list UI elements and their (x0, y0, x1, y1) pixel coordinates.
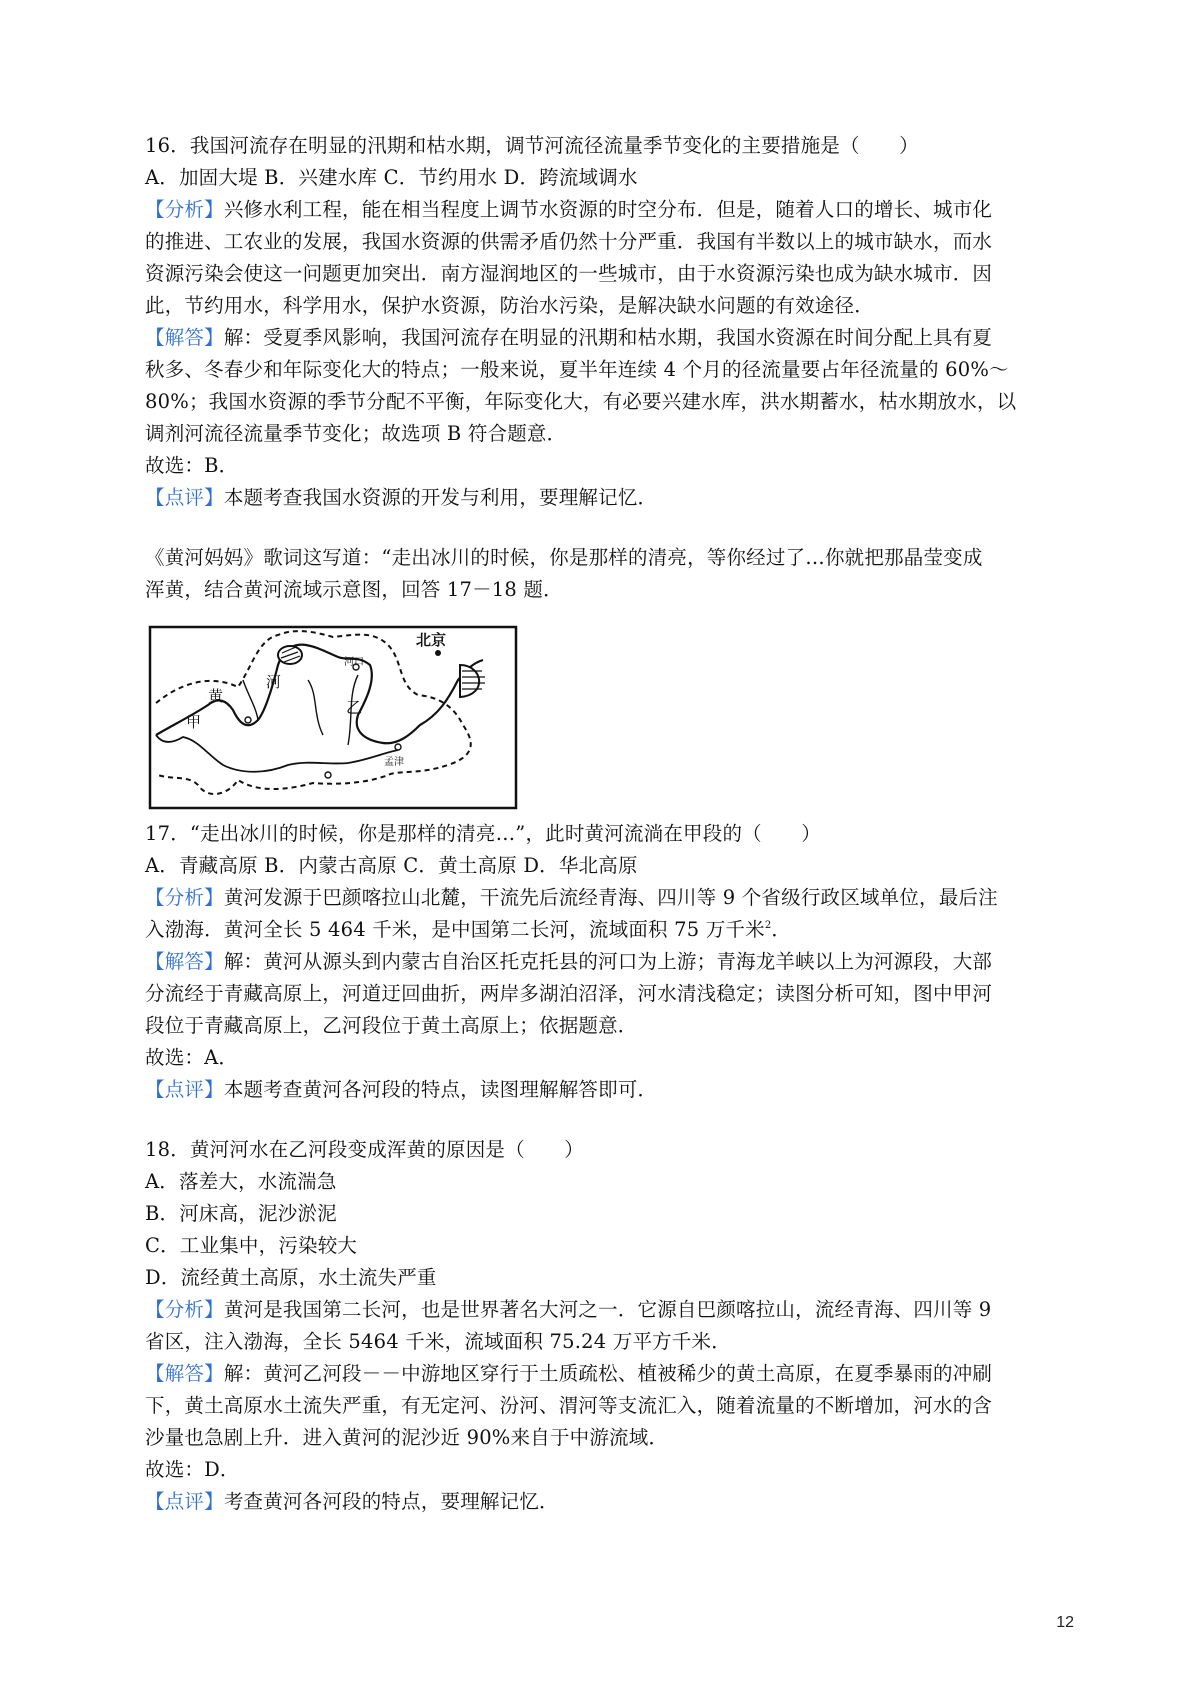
q18-option-a: A．落差大，水流湍急 (145, 1170, 337, 1193)
q16-stem: 16．我国河流存在明显的汛期和枯水期，调节河流径流量季节变化的主要措施是（ ） (145, 134, 919, 157)
q16-analysis-line-3: 资源污染会使这一问题更加突出．南方湿润地区的一些城市，由于水资源污染也成为缺水城市．因 (145, 262, 993, 285)
city-dot-2 (325, 772, 331, 778)
comment-tag: 【点评】 (145, 1078, 224, 1101)
map-svg (148, 625, 518, 810)
q18-option-c: C．工业集中，污染较大 (145, 1234, 358, 1257)
q17-analysis-line-1: 【分析】黄河发源于巴颜喀拉山北麓，干流先后流经青海、四川等 9 个省级行政区域单位，最后注 (145, 886, 998, 909)
analysis-tag: 【分析】 (145, 1298, 224, 1321)
q17-answer-line-1: 【解答】解：黄河从源头到内蒙古自治区托克托县的河口为上游；青海龙羊峡以上为河源段，大部 (145, 950, 993, 973)
analysis-tag: 【分析】 (145, 886, 224, 909)
comment-tag: 【点评】 (145, 1490, 224, 1513)
label-jia: 甲 (186, 713, 202, 731)
q18-option-d: D．流经黄土高原，水土流失严重 (145, 1266, 437, 1289)
q17-options: A．青藏高原 B．内蒙古高原 C．黄土高原 D．华北高原 (145, 854, 638, 877)
yellow-river-basin-map (148, 625, 518, 810)
q17-stem: 17．“走出冰川的时候，你是那样的清亮…”，此时黄河流淌在甲段的（ ） (145, 822, 821, 845)
label-town: 孟津 (384, 757, 404, 768)
q18-stem: 18．黄河河水在乙河段变成浑黄的原因是（ ） (145, 1138, 584, 1161)
q17-answer-line-3: 段位于青藏高原上，乙河段位于黄土高原上；依据题意． (145, 1014, 638, 1037)
q16-answer-line-4: 调剂河流径流量季节变化；故选项 B 符合题意． (145, 422, 567, 445)
label-huang: 黄 (208, 687, 224, 705)
answer-tag: 【解答】 (145, 326, 224, 349)
q16-options: A．加固大堤 B．兴建水库 C．节约用水 D．跨流域调水 (145, 166, 638, 189)
q16-choice: 故选：B． (145, 454, 239, 477)
q16-answer-line-2: 秋多、冬春少和年际变化大的特点；一般来说，夏半年连续 4 个月的径流量要占年径流量的 60%～ (145, 358, 1009, 381)
q17-analysis-line-2: 入渤海．黄河全长 5 464 千米，是中国第二长河，流域面积 75 万千米$^2$． (145, 918, 792, 941)
label-he: 河 (266, 673, 282, 691)
superscript-2: 2 (764, 920, 772, 931)
q18-choice: 故选：D． (145, 1458, 240, 1481)
comment-tag: 【点评】 (145, 486, 224, 509)
q18-answer-line-1: 【解答】解：黄河乙河段－－中游地区穿行于土质疏松、植被稀少的黄土高原，在夏季暴雨的冲刷 (145, 1362, 993, 1385)
answer-tag: 【解答】 (145, 1362, 224, 1385)
q17-comment: 【点评】本题考查黄河各河段的特点，读图理解解答即可． (145, 1078, 658, 1101)
q18-option-b: B．河床高，泥沙淤泥 (145, 1202, 337, 1225)
q16-comment: 【点评】本题考查我国水资源的开发与利用，要理解记忆． (145, 486, 658, 509)
q16-analysis-line-2: 的推进、工农业的发展，我国水资源的供需矛盾仍然十分严重．我国有半数以上的城市缺水，而水 (145, 230, 993, 253)
q18-comment: 【点评】考查黄河各河段的特点，要理解记忆． (145, 1490, 559, 1513)
label-yi: 乙 (346, 698, 363, 717)
intro-line-2: 浑黄，结合黄河流域示意图，回答 17－18 题． (145, 578, 563, 601)
beijing-dot (435, 650, 441, 656)
town-dot (395, 744, 401, 750)
intro-line-1: 《黄河妈妈》歌词这写道：“走出冰川的时候，你是那样的清亮，等你经过了…你就把那晶莹变成 (145, 546, 983, 569)
q18-answer-line-2: 下，黄土高原水土流失严重，有无定河、汾河、渭河等支流汇入，随着流量的不断增加，河水的含 (145, 1394, 993, 1417)
q16-answer-line-3: 80%；我国水资源的季节分配不平衡，年际变化大，有必要兴建水库，洪水期蓄水，枯水期放水，以 (145, 390, 1017, 413)
label-beijing: 北京 (416, 631, 447, 649)
answer-tag: 【解答】 (145, 950, 224, 973)
q16-analysis-line-1: 【分析】兴修水利工程，能在相当程度上调节水资源的时空分布．但是，随着人口的增长、城市化 (145, 198, 993, 221)
q16-analysis-line-4: 此，节约用水，科学用水，保护水资源，防治水污染，是解决缺水问题的有效途径． (145, 294, 874, 317)
q18-answer-line-3: 沙量也急剧上升．进入黄河的泥沙近 90%来自于中游流域． (145, 1426, 669, 1449)
city-dot-1 (245, 717, 251, 723)
page-number: 12 (1056, 1614, 1074, 1631)
analysis-tag: 【分析】 (145, 198, 224, 221)
q17-answer-line-2: 分流经于青藏高原上，河道迂回曲折，两岸多湖泊沼泽，河水清浅稳定；读图分析可知，图中甲河 (145, 982, 993, 1005)
q16-answer-line-1: 【解答】解：受夏季风影响，我国河流存在明显的汛期和枯水期，我国水资源在时间分配上具有夏 (145, 326, 993, 349)
q18-analysis-line-2: 省区，注入渤海，全长 5464 千米，流域面积 75.24 万平方千米． (145, 1330, 731, 1353)
q17-choice: 故选：A． (145, 1046, 239, 1069)
q18-analysis-line-1: 【分析】黄河是我国第二长河，也是世界著名大河之一．它源自巴颜喀拉山，流经青海、四川等 9 (145, 1298, 992, 1321)
label-hekou: 河口 (344, 657, 364, 668)
